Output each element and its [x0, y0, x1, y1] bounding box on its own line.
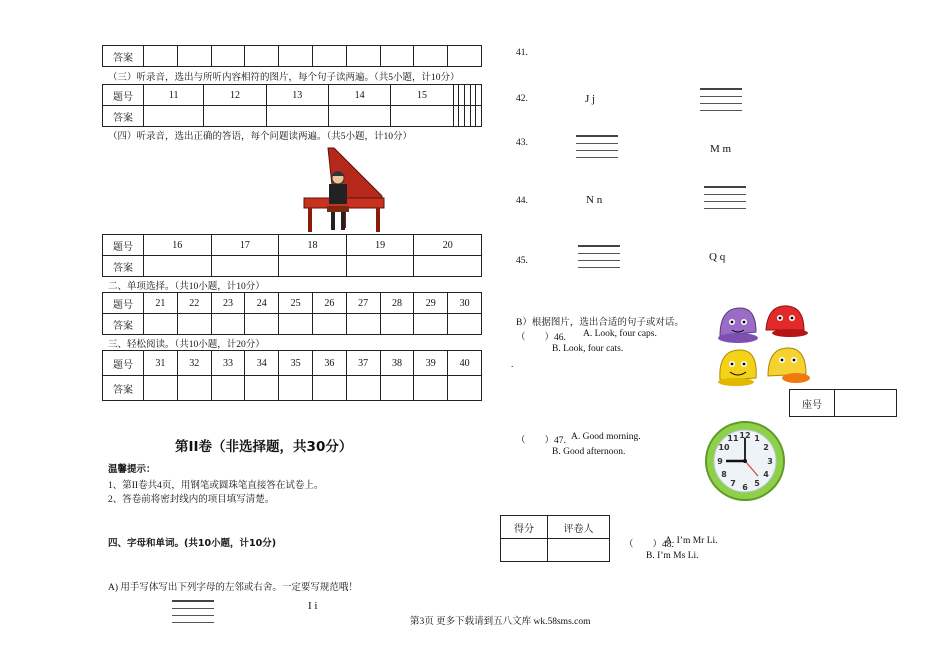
answer-cell[interactable] — [266, 106, 328, 127]
q46-paren[interactable]: （ ）46. — [516, 333, 566, 343]
qnum: 11 — [144, 85, 204, 106]
qnum: 39 — [414, 351, 448, 376]
part3-table — [102, 350, 482, 401]
q45-label: 45. — [516, 256, 528, 266]
section3-title: （三）听录音，选出与所听内容相符的图片，每个句子读两遍。（共5小题，计10分） — [108, 73, 460, 83]
qnum: 26 — [312, 293, 346, 314]
svg-text:9: 9 — [717, 457, 723, 466]
answer-cell[interactable] — [346, 314, 380, 335]
answer-cell[interactable] — [245, 46, 279, 67]
qnum: 27 — [346, 293, 380, 314]
qnum: 30 — [448, 293, 482, 314]
q48-option-a: A. I’m Mr Li. — [665, 536, 718, 546]
writing-lines[interactable] — [578, 245, 620, 274]
qnum: 14 — [328, 85, 390, 106]
answer-cell[interactable] — [328, 106, 390, 127]
score-grader-box — [500, 515, 610, 562]
qnum: 25 — [279, 293, 313, 314]
answer-row-top — [102, 45, 482, 67]
tip-1: 1、第II卷共4页，用钢笔或圆珠笔直接答在试卷上。 — [108, 481, 324, 491]
q45-letter: Q q — [709, 251, 726, 263]
num-label: 题号 — [103, 85, 144, 106]
part4-title: 四、字母和单词。(共10小题，计10分) — [108, 538, 277, 549]
volume2-title: 第II卷（非选择题，共30分） — [175, 439, 353, 455]
answer-cell[interactable] — [346, 376, 380, 401]
qnum: 24 — [245, 293, 279, 314]
qnum: 34 — [245, 351, 279, 376]
answer-cell[interactable] — [414, 314, 448, 335]
part3-title: 三、轻松阅读。（共10小题，计20分） — [108, 340, 265, 350]
svg-text:6: 6 — [742, 483, 748, 492]
writing-lines[interactable] — [172, 600, 214, 629]
answer-cell[interactable] — [211, 314, 245, 335]
seat-input-cell[interactable] — [835, 390, 897, 417]
section4-title: （四）听录音，选出正确的答语，每个问题读两遍。（共5小题，计10分） — [108, 132, 413, 142]
qnum: 16 — [144, 235, 212, 256]
tips-title: 温馨提示： — [108, 464, 156, 475]
q46-option-a: A. Look, four caps. — [583, 329, 657, 339]
section3-table — [102, 84, 482, 127]
svg-text:10: 10 — [718, 443, 730, 452]
num-label: 题号 — [103, 351, 144, 376]
qnum: 23 — [211, 293, 245, 314]
q47-option-b: B. Good afternoon. — [552, 447, 626, 457]
q46-option-b: B. Look, four cats. — [552, 344, 624, 354]
answer-cell[interactable] — [448, 376, 482, 401]
qnum: 29 — [414, 293, 448, 314]
answer-cell[interactable] — [414, 376, 448, 401]
answer-cell[interactable] — [211, 256, 279, 277]
qnum: 12 — [204, 85, 266, 106]
answer-cell[interactable] — [346, 256, 414, 277]
answer-cell[interactable] — [414, 256, 482, 277]
answer-cell[interactable] — [279, 256, 347, 277]
answer-cell[interactable] — [312, 376, 346, 401]
svg-text:11: 11 — [727, 434, 739, 443]
svg-text:4: 4 — [763, 470, 769, 479]
qnum: 19 — [346, 235, 414, 256]
answer-cell[interactable] — [177, 376, 211, 401]
q47-paren[interactable]: （ ）47. — [516, 436, 566, 446]
part2-title: 二、单项选择。（共10小题，计10分） — [108, 282, 265, 292]
answer-cell[interactable] — [279, 314, 313, 335]
q42-label: 42. — [516, 94, 528, 104]
q41-label: 41. — [516, 48, 528, 58]
part2-table — [102, 292, 482, 335]
answer-cell[interactable] — [380, 314, 414, 335]
answer-cell[interactable] — [279, 376, 313, 401]
answer-cell[interactable] — [391, 106, 453, 127]
partA-title: A) 用手写体写出下列字母的左邻或右舍。一定要写规范哦！ — [108, 583, 358, 593]
q48-option-b: B. I’m Ms Li. — [646, 551, 699, 561]
answer-cell[interactable] — [312, 314, 346, 335]
answer-cell[interactable] — [448, 314, 482, 335]
qnum: 18 — [279, 235, 347, 256]
answer-cell[interactable] — [211, 46, 245, 67]
four-caps-illustration — [714, 300, 810, 390]
answer-cell[interactable] — [144, 106, 204, 127]
num-label: 题号 — [103, 293, 144, 314]
qnum: 37 — [346, 351, 380, 376]
qnum: 13 — [266, 85, 328, 106]
answer-cell[interactable] — [380, 46, 414, 67]
seat-label: 座号 — [790, 390, 835, 417]
num-label: 题号 — [103, 235, 144, 256]
score-cell[interactable] — [501, 539, 548, 562]
writing-lines[interactable] — [576, 135, 618, 164]
q42-letter: J j — [585, 93, 596, 105]
svg-text:1: 1 — [754, 434, 760, 443]
qnum: 15 — [391, 85, 453, 106]
q43-label: 43. — [516, 138, 528, 148]
seat-number-box — [789, 389, 897, 417]
answer-label: 答案 — [103, 256, 144, 277]
grader-cell[interactable] — [548, 539, 610, 562]
section4-table — [102, 234, 482, 277]
answer-cell[interactable] — [144, 376, 178, 401]
answer-label: 答案 — [103, 106, 144, 127]
qnum: 33 — [211, 351, 245, 376]
qnum: 36 — [312, 351, 346, 376]
writing-lines[interactable] — [704, 186, 746, 215]
qnum: 31 — [144, 351, 178, 376]
answer-cell[interactable] — [279, 46, 313, 67]
score-label: 得分 — [501, 516, 548, 539]
answer-cell[interactable] — [380, 376, 414, 401]
qnum: 22 — [177, 293, 211, 314]
answer-cell[interactable] — [245, 314, 279, 335]
qnum: 38 — [380, 351, 414, 376]
answer-cell[interactable] — [448, 46, 482, 67]
svg-text:5: 5 — [754, 479, 760, 488]
svg-text:2: 2 — [763, 443, 769, 452]
stray-dot: . — [511, 360, 514, 370]
answer-cell[interactable] — [177, 314, 211, 335]
answer-label: 答案 — [103, 46, 144, 67]
qnum: 20 — [414, 235, 482, 256]
qnum: 17 — [211, 235, 279, 256]
q44-letter: N n — [586, 194, 603, 206]
grader-label: 评卷人 — [548, 516, 610, 539]
answer-cell[interactable] — [346, 46, 380, 67]
answer-cell[interactable] — [144, 256, 212, 277]
qnum: 21 — [144, 293, 178, 314]
clock-illustration — [704, 420, 786, 502]
qnum: 32 — [177, 351, 211, 376]
qnum: 28 — [380, 293, 414, 314]
q44-label: 44. — [516, 196, 528, 206]
svg-text:3: 3 — [767, 457, 773, 466]
writing-lines[interactable] — [700, 88, 742, 117]
tip-2: 2、答卷前将密封线内的项目填写清楚。 — [108, 495, 275, 505]
answer-cell[interactable] — [144, 314, 178, 335]
q47-option-a: A. Good morning. — [571, 432, 641, 442]
answer-cell[interactable] — [211, 376, 245, 401]
answer-label: 答案 — [103, 376, 144, 401]
letter-Ii: I i — [308, 600, 318, 612]
answer-cell[interactable] — [144, 46, 178, 67]
svg-text:7: 7 — [730, 479, 736, 488]
answer-cell[interactable] — [204, 106, 266, 127]
answer-cell[interactable] — [414, 46, 448, 67]
qnum: 35 — [279, 351, 313, 376]
answer-cell[interactable] — [312, 46, 346, 67]
piano-player-illustration — [298, 146, 386, 232]
answer-cell[interactable] — [177, 46, 211, 67]
page-footer: 第3页 更多下载请到五八文库 wk.58sms.com — [410, 617, 591, 627]
svg-text:12: 12 — [739, 431, 751, 440]
qnum: 40 — [448, 351, 482, 376]
q43-letter: M m — [710, 143, 732, 155]
q48-paren[interactable]: （ ）48. — [624, 540, 674, 550]
svg-text:8: 8 — [721, 470, 727, 479]
answer-cell[interactable] — [245, 376, 279, 401]
answer-label: 答案 — [103, 314, 144, 335]
partB-title: B）根据图片，选出合适的句子或对话。 — [516, 318, 684, 328]
